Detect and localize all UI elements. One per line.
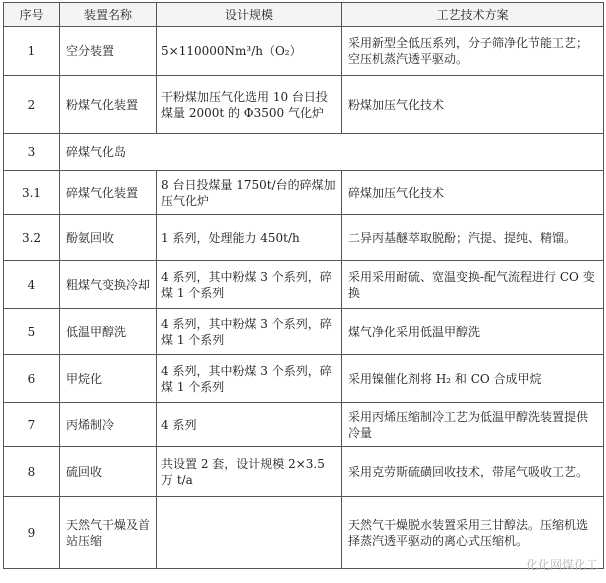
row-scale: 1 系列，处理能力 450t/h [157,215,342,261]
row-name: 甲烷化 [60,355,157,403]
process-table [3,2,604,569]
table-row [4,355,604,403]
row-scale: 8 台日投煤量 1750t/台的碎煤加压气化炉 [157,171,342,215]
table-row [4,27,604,76]
row-name: 粉煤气化装置 [60,76,157,134]
row-tech: 天然气干燥脱水装置采用三甘醇法。压缩机选择蒸汽透平驱动的离心式压缩机。 [342,497,604,569]
row-name: 丙烯制冷 [60,403,157,447]
row-tech: 二异丙基醚萃取脱酚；汽提、提纯、精馏。 [342,215,604,261]
header-no: 序号 [4,3,60,27]
table-row [4,171,604,215]
table-row [4,76,604,134]
row-name: 粗煤气变换冷却 [60,261,157,309]
row-tech: 碎煤加压气化技术 [342,171,604,215]
row-scale [157,497,342,569]
row-scale: 4 系列 [157,403,342,447]
row-name: 硫回收 [60,447,157,497]
row-name: 天然气干燥及首站压缩 [60,497,157,569]
row-name: 酚氨回收 [60,215,157,261]
row-no: 6 [4,355,60,403]
header-scale: 设计规模 [157,3,342,27]
row-name: 低温甲醇洗 [60,309,157,355]
row-no: 4 [4,261,60,309]
header-tech: 工艺技术方案 [342,3,604,27]
table-row [4,497,604,569]
row-name: 碎煤气化装置 [60,171,157,215]
row-scale: 干粉煤加压气化选用 10 台日投煤量 2000t 的 Φ3500 气化炉 [157,76,342,134]
table-row [4,309,604,355]
table-row [4,447,604,497]
row-tech: 采用采用耐硫、宽温变换-配气流程进行 CO 变换 [342,261,604,309]
row-tech: 采用克劳斯硫磺回收技术，带尾气吸收工艺。 [342,447,604,497]
row-no: 9 [4,497,60,569]
row-tech: 采用镍催化剂将 H₂ 和 CO 合成甲烷 [342,355,604,403]
row-tech: 粉煤加压气化技术 [342,76,604,134]
table-row [4,215,604,261]
row-no: 3 [4,134,60,171]
row-tech: 采用丙烯压缩制冷工艺为低温甲醇洗装置提供冷量 [342,403,604,447]
row-tech: 采用新型全低压系列，分子筛净化节能工艺；空压机蒸汽透平驱动。 [342,27,604,76]
row-name: 空分装置 [60,27,157,76]
table-row [4,261,604,309]
table-header-row [4,3,604,27]
row-scale: 4 系列，其中粉煤 3 个系列，碎煤 1 个系列 [157,355,342,403]
row-name: 碎煤气化岛 [60,134,604,171]
row-no: 3.2 [4,215,60,261]
row-no: 5 [4,309,60,355]
row-tech: 煤气净化采用低温甲醇洗 [342,309,604,355]
table-row [4,134,604,171]
table-row [4,403,604,447]
row-scale: 4 系列，其中粉煤 3 个系列，碎煤 1 个系列 [157,261,342,309]
row-no: 3.1 [4,171,60,215]
row-scale: 4 系列，其中粉煤 3 个系列，碎煤 1 个系列 [157,309,342,355]
row-scale: 共设置 2 套，设计规模 2×3.5 万 t/a [157,447,342,497]
row-scale: 5×110000Nm³/h（O₂） [157,27,342,76]
watermark: 化化网煤化工 [525,558,598,572]
row-no: 1 [4,27,60,76]
header-name: 装置名称 [60,3,157,27]
row-no: 7 [4,403,60,447]
row-no: 8 [4,447,60,497]
row-no: 2 [4,76,60,134]
